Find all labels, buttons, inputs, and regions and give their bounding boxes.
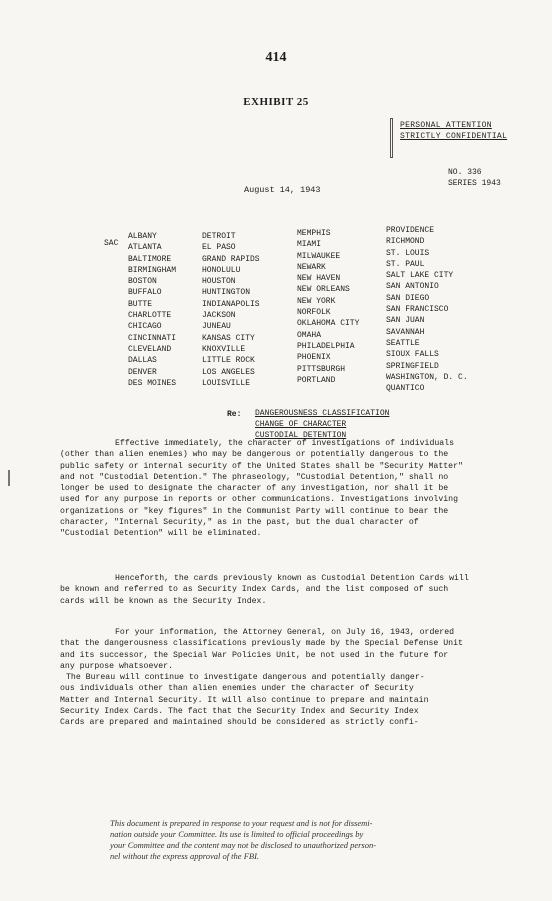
city-column-2 <box>202 231 260 389</box>
text-line: public safety or internal security of the United States shall be "Security Matter" <box>60 461 463 471</box>
letter-date: August 14, 1943 <box>244 185 321 195</box>
city-column-1 <box>128 231 176 389</box>
city-column-3 <box>297 228 359 386</box>
stamp-line-1: PERSONAL ATTENTION <box>400 121 492 130</box>
city: HOUSTON <box>202 277 236 287</box>
footnote-line: your Committee and the content may not be disclosed to unauthorized person- <box>110 840 377 850</box>
paragraph-3 <box>60 627 532 729</box>
city: QUANTICO <box>386 384 425 394</box>
re-label: Re: <box>227 410 242 419</box>
text-line: Matter and Internal Security. It will also continue to prepare and maintain <box>60 695 429 705</box>
text-line: any purpose whatsoever. <box>60 661 174 671</box>
city: HUNTINGTON <box>202 288 251 298</box>
city: ALBANY <box>128 232 157 241</box>
city: INDIANAPOLIS <box>202 299 260 309</box>
stamp-border <box>390 118 393 158</box>
city: JACKSON <box>202 311 236 321</box>
city: PITTSBURGH <box>297 364 346 374</box>
city: SALT LAKE CITY <box>386 271 454 281</box>
city: BIRMINGHAM <box>128 265 177 275</box>
subject-lines <box>255 408 389 441</box>
city: MILWAUKEE <box>297 251 341 261</box>
exhibit-heading: EXHIBIT 25 <box>243 96 309 108</box>
city: PHOENIX <box>297 353 331 363</box>
city: OKLAHOMA CITY <box>297 319 360 329</box>
text-line: "Custodial Detention" will be eliminated. <box>60 529 262 539</box>
city: SAN DIEGO <box>386 293 430 303</box>
city: SEATTLE <box>386 338 420 348</box>
city: NORFOLK <box>297 308 331 318</box>
city: DES MOINES <box>128 378 177 388</box>
page-number: 414 <box>265 50 287 65</box>
city: BOSTON <box>128 277 157 287</box>
series: SERIES 1943 <box>448 179 501 188</box>
city: SAVANNAH <box>386 327 425 337</box>
subject-line: CUSTODIAL DETENTION <box>255 431 347 440</box>
stamp-line-2: STRICTLY CONFIDENTIAL <box>400 132 508 141</box>
city: HONOLULU <box>202 265 241 275</box>
city: NEWARK <box>297 262 326 272</box>
city: DALLAS <box>128 356 157 366</box>
text-line: and not "Custodial Detention." The phraseology, "Custodial Detention," shall no <box>60 472 449 482</box>
city-column-4 <box>386 225 468 394</box>
city: CLEVELAND <box>128 344 172 354</box>
city: SAN JUAN <box>386 316 425 326</box>
city: MEMPHIS <box>297 229 331 238</box>
city: JUNEAU <box>202 322 231 332</box>
paragraph-1 <box>60 438 532 540</box>
city: LOS ANGELES <box>202 367 255 377</box>
city: CHARLOTTE <box>128 311 172 321</box>
city: WASHINGTON, D. C. <box>386 372 468 382</box>
city: DETROIT <box>202 232 236 241</box>
city: BUFFALO <box>128 288 162 298</box>
city: NEW YORK <box>297 296 336 306</box>
text-line: be known and referred to as Security Index Cards, and the list composed of such <box>60 585 449 595</box>
paragraph-2 <box>60 573 532 607</box>
text-line: The Bureau will continue to investigate dangerous and potentially danger- <box>66 673 425 683</box>
text-line: For your information, the Attorney General, on July 16, 1943, ordered <box>115 628 455 637</box>
city: OMAHA <box>297 330 322 340</box>
text-line: cards will be known as the Security Index. <box>60 596 267 606</box>
text-line: Cards are prepared and maintained should be considered as strictly confi- <box>60 718 419 728</box>
text-line: and its successor, the Special War Policies Unit, be not used in the future for <box>60 650 449 660</box>
city: SIOUX FALLS <box>386 350 439 360</box>
text-line: organizations or "key figures" in the Communist Party will continue to bear the <box>60 506 449 516</box>
city: BALTIMORE <box>128 254 172 264</box>
city: GRAND RAPIDS <box>202 254 260 264</box>
city: CHICAGO <box>128 322 162 332</box>
margin-mark <box>8 470 10 486</box>
city: EL PASO <box>202 243 236 253</box>
city: DENVER <box>128 367 157 377</box>
text-line: ous individuals other than alien enemies under the character of Security <box>60 684 414 694</box>
footnote-line: This document is prepared in response to your request and is not for dissemi- <box>110 818 373 828</box>
city: MIAMI <box>297 240 322 250</box>
footnote-line: nel without the express approval of the FBI. <box>110 851 260 861</box>
footnote-line: nation outside your Committee. Its use is limited to official proceedings by <box>110 829 364 839</box>
text-line: longer be used to designate the character of any investigation, nor shall it be <box>60 484 449 494</box>
city: RICHMOND <box>386 237 425 247</box>
footnote <box>110 818 376 862</box>
city: KANSAS CITY <box>202 333 255 343</box>
city: PROVIDENCE <box>386 226 435 235</box>
sac-label: SAC <box>104 239 119 248</box>
city: PORTLAND <box>297 375 336 385</box>
city: SPRINGFIELD <box>386 361 439 371</box>
city: PHILADELPHIA <box>297 341 355 351</box>
subject-line: CHANGE OF CHARACTER <box>255 420 347 429</box>
city: ATLANTA <box>128 243 162 253</box>
city: SAN FRANCISCO <box>386 305 449 315</box>
text-line: Security Index Cards. The fact that the Security Index and Security Index <box>60 707 419 717</box>
city: LITTLE ROCK <box>202 356 255 366</box>
city: NEW HAVEN <box>297 274 341 284</box>
city: KNOXVILLE <box>202 344 246 354</box>
text-line: character, "Internal Security," as in the past, but the dual character of <box>60 518 419 528</box>
city: ST. LOUIS <box>386 248 430 258</box>
city: LOUISVILLE <box>202 378 251 388</box>
city: ST. PAUL <box>386 259 425 269</box>
city: BUTTE <box>128 299 153 309</box>
text-line: used for any purpose in reports or other communications. Investigations involving <box>60 495 458 505</box>
city: NEW ORLEANS <box>297 285 350 295</box>
city: SAN ANTONIO <box>386 282 439 292</box>
text-line: that the dangerousness classifications previously made by the Special Defense Unit <box>60 639 463 649</box>
text-line: Effective immediately, the character of investigations of individuals <box>115 439 455 448</box>
city: CINCINNATI <box>128 333 177 343</box>
text-line: (other than alien enemies) who may be dangerous or potentially dangerous to the <box>60 450 449 460</box>
subject-line: DANGEROUSNESS CLASSIFICATION <box>255 409 390 418</box>
document-number: NO. 336 <box>448 168 482 177</box>
text-line: Henceforth, the cards previously known as Custodial Detention Cards will <box>115 574 469 583</box>
